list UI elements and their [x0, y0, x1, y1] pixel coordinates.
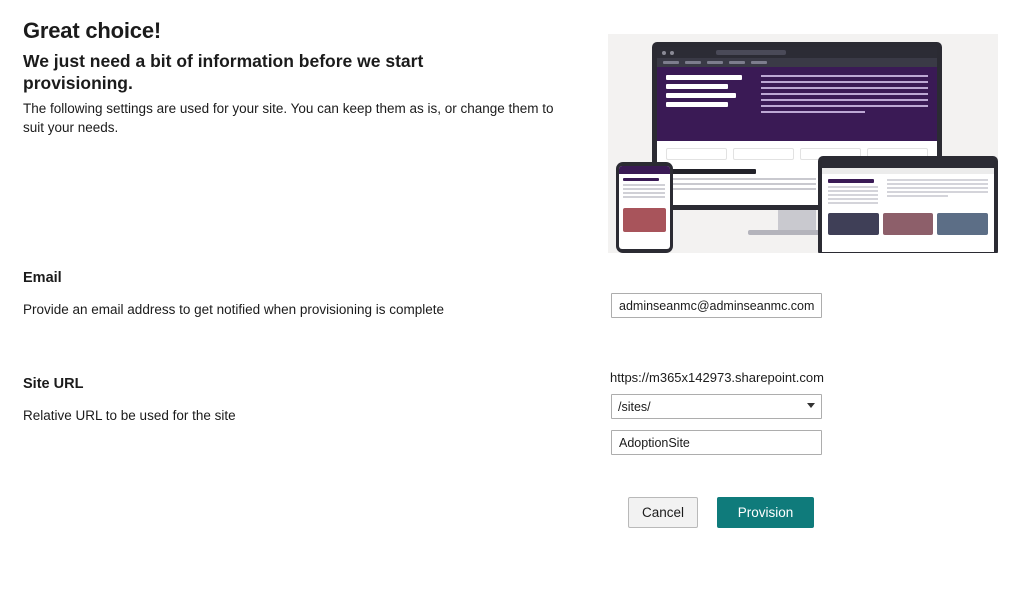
- intro-block: [23, 18, 583, 137]
- email-section-description: Provide an email address to get notified when provisioning is complete: [23, 302, 444, 317]
- site-path-select-wrapper[interactable]: [611, 394, 822, 419]
- laptop-navbar: [657, 58, 937, 67]
- tablet-screen: [822, 160, 994, 252]
- phone-topbar: [619, 166, 670, 174]
- site-url-section-label: Site URL: [23, 376, 84, 392]
- phone-content: [619, 174, 670, 204]
- phone-mockup: [616, 162, 673, 253]
- tablet-headline-placeholder: [828, 179, 880, 206]
- tablet-image-placeholder: [937, 213, 988, 235]
- tablet-content: [822, 174, 994, 211]
- devices-preview-image: [608, 34, 998, 253]
- laptop-topbar: [657, 47, 937, 58]
- hero-headline-placeholder: [666, 75, 752, 133]
- topbar-search-pill: [716, 50, 786, 55]
- tablet-mockup: [818, 156, 998, 253]
- email-field[interactable]: [611, 293, 822, 318]
- tablet-topbar: [822, 160, 994, 168]
- cancel-button[interactable]: Cancel: [628, 497, 698, 528]
- topbar-dot-icon: [670, 51, 674, 55]
- page-title: Great choice!: [23, 18, 162, 43]
- tablet-image-row: [822, 211, 994, 237]
- laptop-stand: [778, 210, 816, 232]
- site-path-select[interactable]: [611, 394, 822, 419]
- tablet-paragraph-placeholder: [887, 179, 988, 206]
- nav-item-placeholder: [663, 61, 679, 64]
- nav-item-placeholder: [685, 61, 701, 64]
- card-placeholder: [666, 148, 727, 160]
- laptop-hero-band: [657, 67, 937, 141]
- topbar-dot-icon: [662, 51, 666, 55]
- phone-image-placeholder: [623, 208, 666, 232]
- hero-paragraph-placeholder: [761, 75, 928, 133]
- site-name-field[interactable]: [611, 430, 822, 455]
- page-description: The following settings are used for your site. You can keep them as is, or change them to suit your needs.: [23, 100, 554, 135]
- nav-item-placeholder: [729, 61, 745, 64]
- provision-button[interactable]: Provision: [717, 497, 814, 528]
- page-subtitle: We just need a bit of information before we start provisioning.: [23, 51, 424, 94]
- nav-item-placeholder: [751, 61, 767, 64]
- site-url-section-description: Relative URL to be used for the site: [23, 408, 236, 423]
- email-section-label: Email: [23, 270, 62, 286]
- site-url-base: https://m365x142973.sharepoint.com: [610, 370, 824, 385]
- tablet-image-placeholder: [883, 213, 934, 235]
- phone-screen: [619, 166, 670, 249]
- nav-item-placeholder: [707, 61, 723, 64]
- tablet-image-placeholder: [828, 213, 879, 235]
- card-placeholder: [733, 148, 794, 160]
